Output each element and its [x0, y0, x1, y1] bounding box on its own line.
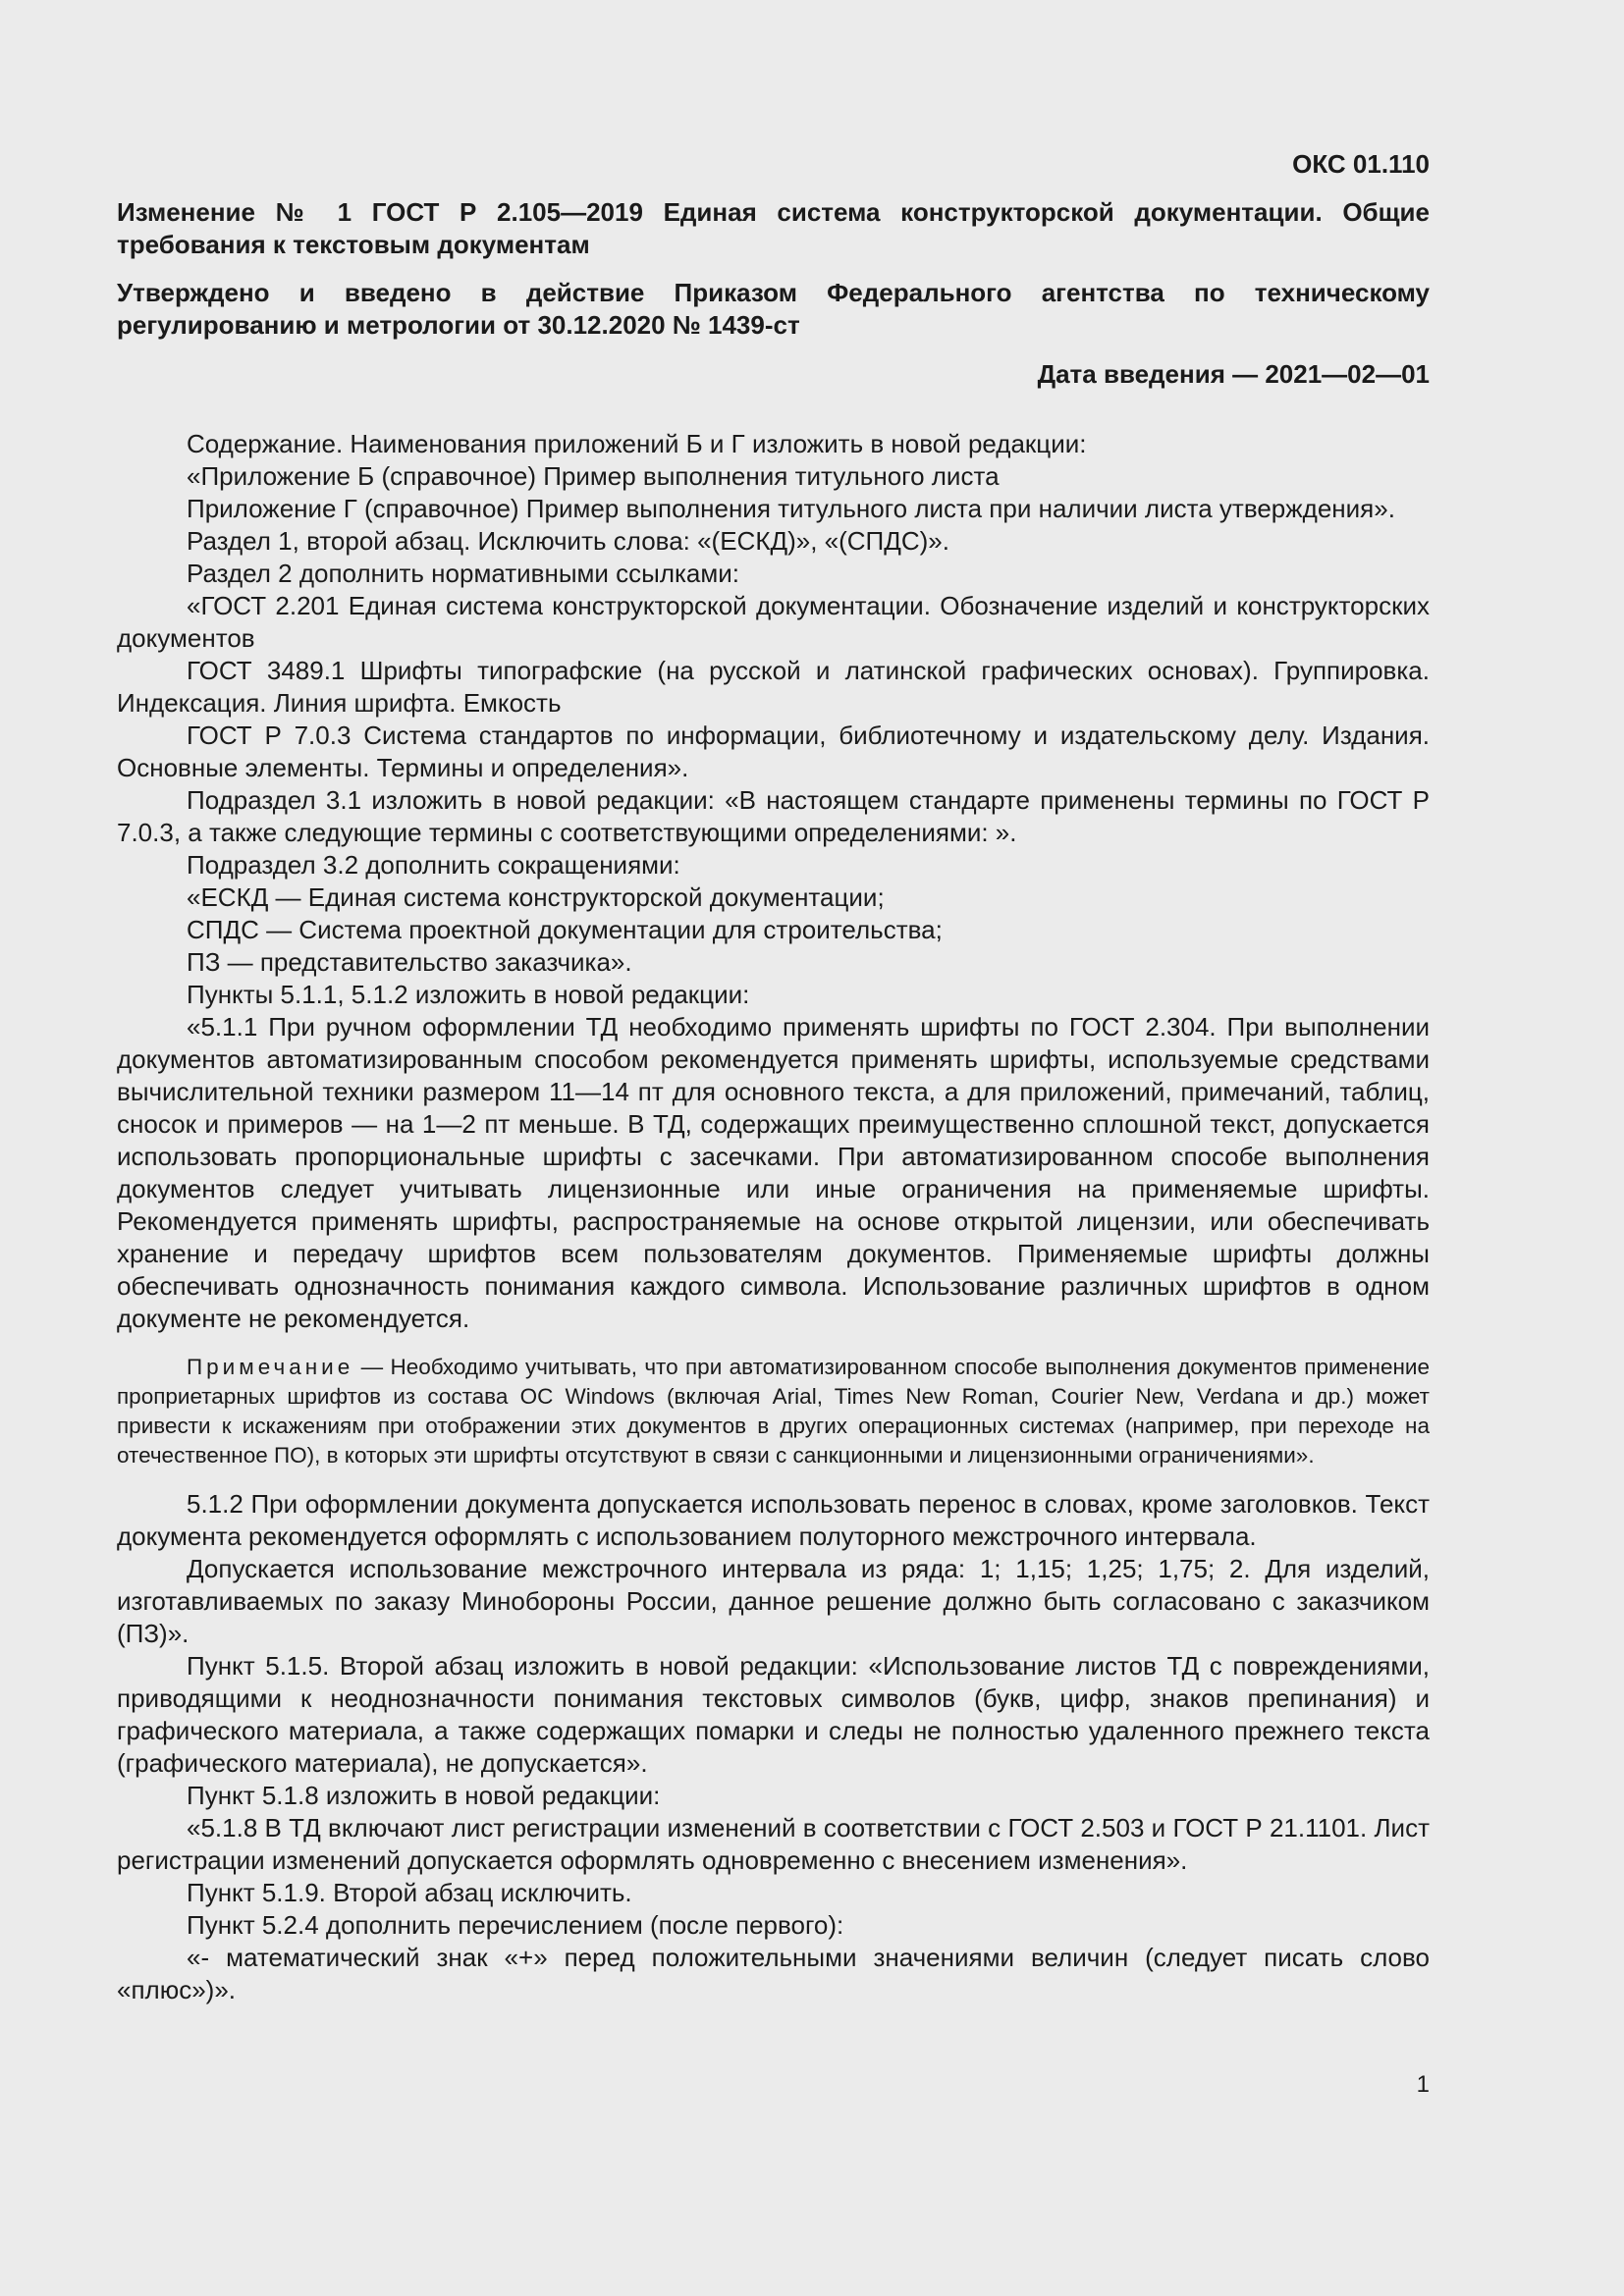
paragraph: ПЗ — представительство заказчика». — [187, 947, 632, 977]
note-block — [117, 1353, 1430, 1470]
paragraph: ГОСТ Р 7.0.3 Система стандартов по информации, библиотечному и издательскому делу. Издания. Основные элементы. Термины и определения». — [117, 721, 1430, 782]
paragraph: «- математический знак «+» перед положительными значениями величин (следует писать слово «плюс»)». — [117, 1943, 1430, 2004]
note-label: Примечание — [187, 1355, 354, 1379]
paragraph: «ЕСКД — Единая система конструкторской документации; — [187, 882, 885, 912]
paragraph: Приложение Г (справочное) Пример выполнения титульного листа при наличии листа утверждения». — [187, 494, 1395, 523]
page-number: 1 — [1416, 2071, 1430, 2098]
paragraph: Пункт 5.1.5. Второй абзац изложить в новой редакции: «Использование листов ТД с повреждениями, приводящими к неоднозначности понимания текстовых символов (букв, цифр, знаков препинания) и графического материала, а также содержащих помарки и следы не полностью удаленного прежнего текста (графического материала), не допускается». — [117, 1651, 1430, 1778]
paragraph: Пункт 5.1.9. Второй абзац исключить. — [187, 1878, 632, 1907]
document-body — [117, 428, 1430, 2006]
amendment-title: Изменение № 1 ГОСТ Р 2.105—2019 Единая система конструкторской документации. Общие требования к текстовым документам — [117, 197, 1430, 259]
paragraph: 5.1.2 При оформлении документа допускается использовать перенос в словах, кроме заголовков. Текст документа рекомендуется оформлять с использованием полуторного межстрочного интервала. — [117, 1489, 1430, 1551]
paragraph: Раздел 2 дополнить нормативными ссылками: — [187, 559, 740, 588]
paragraph: Допускается использование межстрочного интервала из ряда: 1; 1,15; 1,25; 1,75; 2. Для изделий, изготавливаемых по заказу Минобороны России, данное решение должно быть согласовано с заказчиком (ПЗ)». — [117, 1554, 1430, 1648]
note-paragraph — [117, 1353, 1430, 1470]
paragraph: «5.1.1 При ручном оформлении ТД необходимо применять шрифты по ГОСТ 2.304. При выполнении документов автоматизированным способом рекомендуется применять шрифты, используемые средствами вычислительной техники размером 11—14 пт для основного текста, а для приложений, примечаний, таблиц, сносок и примеров — на 1—2 пт меньше. В ТД, содержащих преимущественно сплошной текст, допускается использовать пропорциональные шрифты с засечками. При автоматизированном способе выполнения документов следует учитывать лицензионные или иные ограничения на применяемые шрифты. Рекомендуется применять шрифты, распространяемые на основе открытой лицензии, или обеспечивать хранение и передачу шрифтов всем пользователям документов. Применяемые шрифты должны обеспечивать однозначность понимания каждого символа. Использование различных шрифтов в одном документе не рекомендуется. — [117, 1012, 1430, 1333]
page-content — [117, 147, 1430, 2006]
effective-date: Дата введения — 2021—02—01 — [1037, 359, 1430, 389]
paragraph: ГОСТ 3489.1 Шрифты типографские (на русской и латинской графических основах). Группировка. Индексация. Линия шрифта. Емкость — [117, 656, 1430, 718]
paragraph: «Приложение Б (справочное) Пример выполнения титульного листа — [187, 461, 1000, 491]
paragraph: Пункты 5.1.1, 5.1.2 изложить в новой редакции: — [187, 980, 750, 1009]
paragraph: Содержание. Наименования приложений Б и Г изложить в новой редакции: — [187, 429, 1087, 458]
paragraph: «5.1.8 В ТД включают лист регистрации изменений в соответствии с ГОСТ 2.503 и ГОСТ Р 21.1101. Лист регистрации изменений допускается оформлять одновременно с внесением изменения». — [117, 1813, 1430, 1875]
approval-statement: Утверждено и введено в действие Приказом Федерального агентства по техническому регулированию и метрологии от 30.12.2020 № 1439-ст — [117, 278, 1430, 340]
paragraph: СПДС — Система проектной документации для строительства; — [187, 915, 943, 944]
oks-code: ОКС 01.110 — [1292, 149, 1430, 179]
paragraph: Подраздел 3.2 дополнить сокращениями: — [187, 850, 680, 880]
paragraph: Подраздел 3.1 изложить в новой редакции: «В настоящем стандарте применены термины по ГОСТ Р 7.0.3, а также следующие термины с соответствующими определениями: ». — [117, 785, 1430, 847]
paragraph: Пункт 5.2.4 дополнить перечислением (после первого): — [187, 1910, 844, 1940]
paragraph: «ГОСТ 2.201 Единая система конструкторской документации. Обозначение изделий и конструкторских документов — [117, 591, 1430, 653]
note-text: — Необходимо учитывать, что при автоматизированном способе выполнения документов применение проприетарных шрифтов из состава ОС Windows (включая Arial, Times New Roman, Courier New, Verdana и др.) может привести к искажениям при отображении этих документов в других операционных системах (например, при переходе на отечественное ПО), в которых эти шрифты отсутствуют в связи с санкционными и лицензионными ограничениями». — [117, 1355, 1430, 1468]
paragraph: Раздел 1, второй абзац. Исключить слова: «(ЕСКД)», «(СПДС)». — [187, 526, 949, 556]
paragraph: Пункт 5.1.8 изложить в новой редакции: — [187, 1781, 661, 1810]
